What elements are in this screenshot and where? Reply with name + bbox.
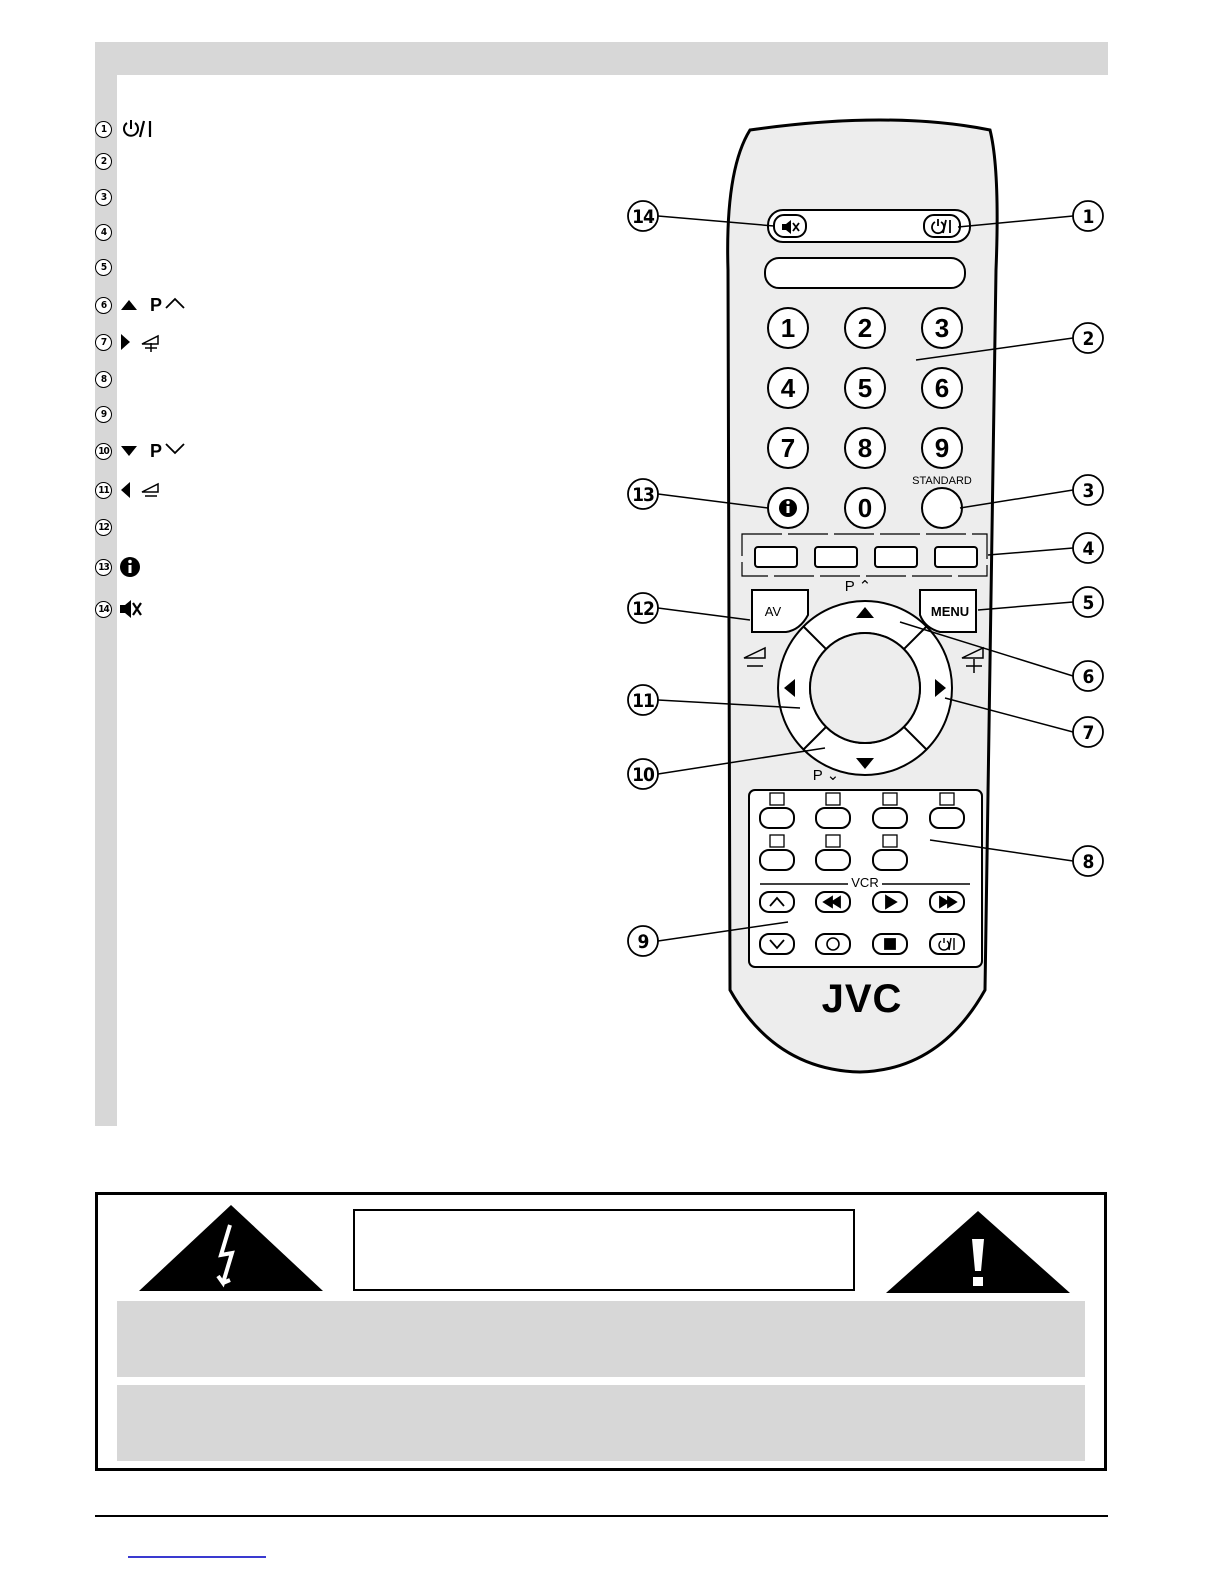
legend-item [95, 291, 186, 319]
brand-logo: JVC [821, 977, 903, 1021]
callout-line [988, 548, 1073, 555]
legend-number: 8 [95, 371, 112, 388]
legend-item [95, 253, 112, 281]
blue-key [935, 547, 977, 567]
legend-number: 4 [95, 224, 112, 241]
standby-icon [118, 118, 160, 140]
teletext-reveal-icon [826, 793, 840, 805]
yellow-key [875, 547, 917, 567]
warning-title-frame [353, 1209, 855, 1291]
legend-number: 5 [95, 259, 112, 276]
vcr-label: VCR [851, 875, 879, 890]
callout-number: 7 [1082, 722, 1094, 744]
caution-text-band [117, 1385, 1085, 1461]
standard-button [922, 488, 962, 528]
callout-number: 6 [1082, 666, 1094, 688]
number-key-label: 5 [857, 373, 873, 403]
callout-number: 10 [632, 764, 654, 786]
red-key [755, 547, 797, 567]
legend-item [95, 328, 166, 356]
teletext-cancel-icon [826, 835, 840, 847]
teletext-timer-icon [770, 835, 784, 847]
callout-number: 4 [1082, 538, 1094, 560]
remote-control-illustration [600, 110, 1120, 1090]
standby-button [924, 215, 960, 237]
number-key-label: 9 [934, 433, 950, 463]
legend-item [95, 218, 112, 246]
up-triangle-p-up-icon [118, 294, 144, 316]
header-band [95, 42, 1108, 75]
callout-number: 8 [1082, 851, 1094, 873]
vcr-standby-key [930, 934, 964, 954]
svg-text:MENU: MENU [930, 604, 970, 619]
vcr-record-key [816, 934, 850, 954]
display-window [765, 258, 965, 288]
legend-number: 3 [95, 189, 112, 206]
legend-item [95, 147, 112, 175]
teletext-hold-icon [770, 793, 784, 805]
teletext-mode-icon [940, 793, 954, 805]
teletext-size-key [873, 808, 907, 828]
teletext-size-icon [883, 793, 897, 805]
legend-number: 10 [95, 443, 112, 460]
legend-p-label: P [150, 440, 163, 461]
legend-number: 13 [95, 559, 112, 576]
vcr-channel-up-key [760, 892, 794, 912]
legend-item [95, 183, 112, 211]
callout-number: 11 [632, 690, 654, 712]
callout-number: 14 [632, 206, 654, 228]
legend-number: 6 [95, 297, 112, 314]
legend-item [95, 437, 186, 465]
number-key-label: 1 [780, 313, 796, 343]
callout-number: 9 [637, 931, 649, 953]
footer-link-underline [128, 1556, 266, 1558]
legend-number: 2 [95, 153, 112, 170]
callout-number: 13 [632, 484, 654, 506]
legend-item [95, 476, 166, 504]
svg-text:AV: AV [764, 604, 782, 619]
teletext-hold-key [760, 808, 794, 828]
teletext-cancel-key [816, 850, 850, 870]
legend-item [95, 400, 112, 428]
teletext-reveal-key [816, 808, 850, 828]
callout-number: 2 [1082, 328, 1094, 350]
number-key-label: 6 [934, 373, 950, 403]
lightning-warning-icon [137, 1203, 325, 1293]
legend-item [95, 553, 142, 581]
vcr-stop-icon [885, 939, 895, 949]
legend-number: 12 [95, 519, 112, 536]
teletext-mode-key [930, 808, 964, 828]
info-icon [118, 555, 142, 579]
legend-number: 9 [95, 406, 112, 423]
footer-rule [95, 1515, 1108, 1517]
legend-item [95, 115, 160, 143]
p-up-label: P ⌃ [844, 578, 872, 595]
legend-number: 7 [95, 334, 112, 351]
number-key-label: 3 [934, 313, 950, 343]
legend-number: 14 [95, 601, 112, 618]
callout-number: 12 [632, 598, 654, 620]
exclamation-warning-icon [884, 1209, 1072, 1295]
left-triangle-volume-down-icon [118, 479, 166, 501]
right-triangle-volume-up-icon [118, 331, 166, 353]
button-legend [95, 115, 205, 635]
legend-p-label: P [150, 294, 163, 315]
legend-item [95, 513, 112, 541]
vcr-channel-down-key [760, 934, 794, 954]
legend-number: 11 [95, 482, 112, 499]
number-key-label: 2 [857, 313, 873, 343]
number-key-label: 8 [857, 433, 873, 463]
standard-label: STANDARD [912, 475, 972, 487]
number-key-label: 4 [780, 373, 796, 403]
warning-text-band [117, 1301, 1085, 1377]
number-key-label: 7 [780, 433, 796, 463]
legend-item [95, 595, 144, 623]
mute-icon [118, 598, 144, 620]
down-triangle-p-down-icon [118, 440, 144, 462]
legend-number: 1 [95, 121, 112, 138]
green-key [815, 547, 857, 567]
callout-number: 3 [1082, 480, 1094, 502]
info-icon [779, 499, 797, 517]
teletext-index-icon [883, 835, 897, 847]
chevron-up-icon [164, 296, 186, 315]
teletext-timer-key [760, 850, 794, 870]
callout-number: 1 [1082, 206, 1094, 228]
legend-item [95, 365, 112, 393]
p-down-label: P ⌄ [812, 767, 840, 784]
number-key-label: 0 [857, 493, 873, 523]
safety-warning-box [95, 1192, 1107, 1471]
chevron-down-icon [164, 442, 186, 461]
teletext-index-key [873, 850, 907, 870]
navigation-pad [778, 601, 952, 775]
callout-number: 5 [1082, 592, 1094, 614]
